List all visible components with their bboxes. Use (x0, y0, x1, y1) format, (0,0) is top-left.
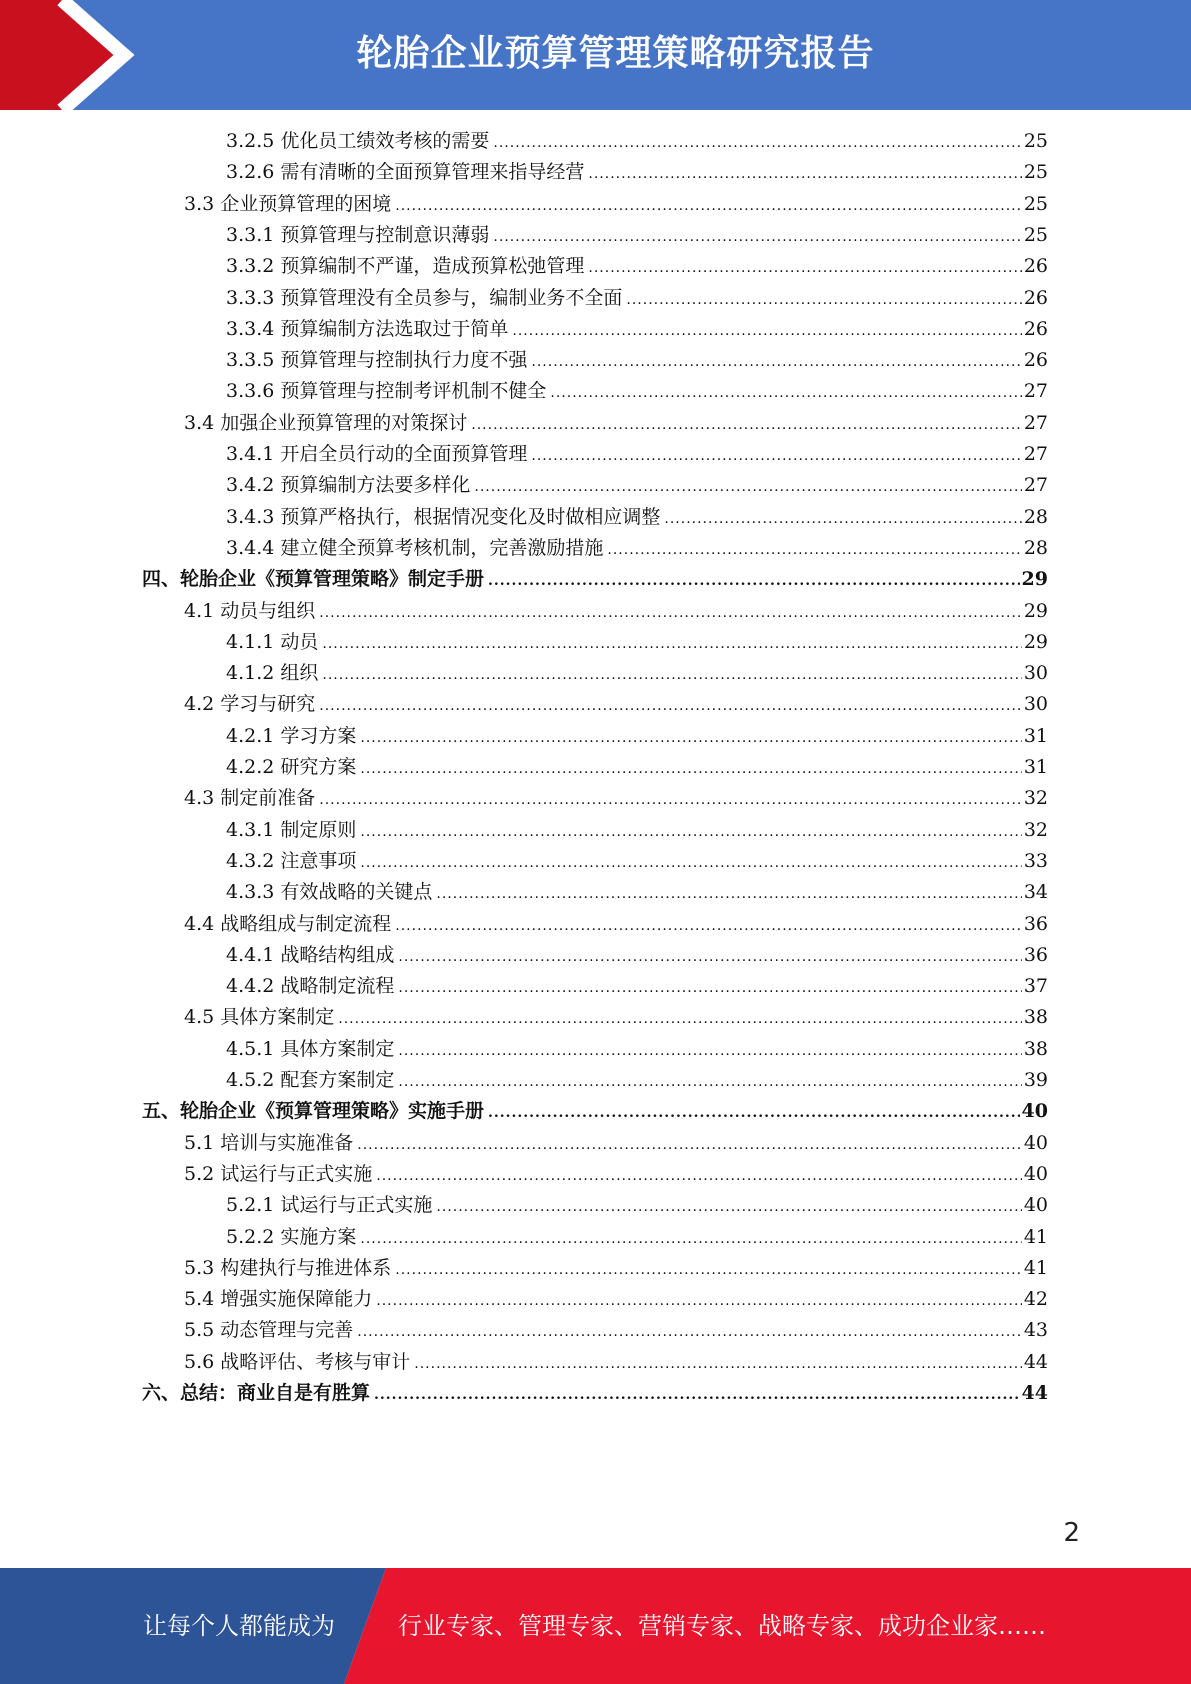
toc-entry[interactable] (226, 658, 1048, 689)
toc-dot-leader (488, 1105, 1020, 1121)
toc-entry-label: 3.4.3 预算严格执行，根据情况变化及时做相应调整 (226, 506, 661, 528)
toc-entry[interactable] (226, 251, 1048, 282)
toc-entry-label: 4.1 动员与组织 (184, 600, 316, 622)
toc-dot-leader (531, 448, 1021, 464)
toc-entry[interactable] (184, 689, 1048, 720)
toc-entry[interactable] (226, 126, 1048, 157)
toc-entry[interactable] (142, 1096, 1048, 1127)
page-header (0, 0, 1191, 110)
toc-entry[interactable] (142, 564, 1048, 595)
toc-entry-page: 36 (1023, 913, 1048, 935)
toc-entry-page: 44 (1021, 1382, 1048, 1404)
toc-entry-label: 五、轮胎企业《预算管理策略》实施手册 (142, 1100, 485, 1122)
toc-entry-page: 28 (1023, 537, 1048, 559)
toc-dot-leader (357, 1137, 1022, 1153)
toc-dot-leader (322, 667, 1021, 683)
toc-entry-label: 六、总结：商业自是有胜算 (142, 1382, 371, 1404)
toc-entry[interactable] (226, 721, 1048, 752)
toc-entry-page: 44 (1023, 1351, 1048, 1373)
toc-dot-leader (319, 698, 1022, 714)
toc-entry-label: 4.4 战略组成与制定流程 (184, 913, 392, 935)
toc-entry[interactable] (184, 1253, 1048, 1284)
toc-entry-label: 5.2 试运行与正式实施 (184, 1163, 373, 1185)
toc-entry-page: 25 (1023, 224, 1048, 246)
footer-slogan-left: 让每个人都能成为 (143, 1612, 335, 1640)
toc-dot-leader (338, 1011, 1022, 1027)
toc-dot-leader (531, 354, 1021, 370)
toc-entry-label: 3.4.4 建立健全预算考核机制，完善激励措施 (226, 537, 604, 559)
toc-entry-label: 4.1.2 组织 (226, 662, 319, 684)
toc-entry[interactable] (226, 533, 1048, 564)
toc-entry-page: 27 (1023, 443, 1048, 465)
toc-entry-page: 27 (1023, 474, 1048, 496)
toc-entry[interactable] (184, 1002, 1048, 1033)
toc-entry-label: 4.2.1 学习方案 (226, 725, 357, 747)
toc-entry[interactable] (184, 1347, 1048, 1378)
toc-entry-label: 4.3 制定前准备 (184, 787, 316, 809)
toc-entry-page: 29 (1023, 631, 1048, 653)
toc-entry-page: 26 (1023, 255, 1048, 277)
toc-entry-page: 40 (1021, 1100, 1048, 1122)
toc-dot-leader (398, 949, 1021, 965)
toc-entry[interactable] (184, 1284, 1048, 1315)
toc-entry-page: 27 (1023, 380, 1048, 402)
toc-entry[interactable] (184, 408, 1048, 439)
toc-entry[interactable] (226, 220, 1048, 251)
toc-entry-page: 29 (1021, 568, 1048, 590)
toc-dot-leader (588, 166, 1021, 182)
toc-entry[interactable] (226, 470, 1048, 501)
toc-dot-leader (398, 1043, 1021, 1059)
toc-entry[interactable] (226, 752, 1048, 783)
toc-entry[interactable] (226, 815, 1048, 846)
toc-entry[interactable] (226, 1065, 1048, 1096)
toc-entry[interactable] (184, 1159, 1048, 1190)
toc-entry-label: 4.2.2 研究方案 (226, 756, 357, 778)
toc-entry[interactable] (226, 283, 1048, 314)
toc-entry-label: 4.3.3 有效战略的关键点 (226, 881, 433, 903)
toc-entry[interactable] (226, 877, 1048, 908)
toc-entry[interactable] (226, 971, 1048, 1002)
toc-entry[interactable] (226, 1222, 1048, 1253)
toc-entry[interactable] (226, 439, 1048, 470)
toc-entry-label: 3.3.2 预算编制不严谨，造成预算松弛管理 (226, 255, 585, 277)
toc-entry-page: 43 (1023, 1319, 1048, 1341)
toc-entry-label: 3.2.6 需有清晰的全面预算管理来指导经营 (226, 161, 585, 183)
toc-dot-leader (374, 1387, 1020, 1403)
toc-entry-page: 25 (1023, 161, 1048, 183)
toc-entry-label: 3.2.5 优化员工绩效考核的需要 (226, 130, 490, 152)
toc-entry-label: 3.3.6 预算管理与控制考评机制不健全 (226, 380, 547, 402)
toc-entry-page: 25 (1023, 130, 1048, 152)
toc-entry-label: 4.3.1 制定原则 (226, 819, 357, 841)
toc-dot-leader (607, 542, 1021, 558)
toc-entry-page: 39 (1023, 1069, 1048, 1091)
toc-dot-leader (376, 1293, 1022, 1309)
toc-dot-leader (474, 479, 1021, 495)
toc-entry-page: 30 (1023, 693, 1048, 715)
toc-entry-label: 3.3.4 预算编制方法选取过于简单 (226, 318, 509, 340)
toc-entry-page: 38 (1023, 1006, 1048, 1028)
toc-dot-leader (414, 1356, 1022, 1372)
toc-entry-page: 34 (1023, 881, 1048, 903)
toc-dot-leader (360, 824, 1021, 840)
footer-slogan-right: 行业专家、管理专家、营销专家、战略专家、成功企业家…… (398, 1612, 1046, 1640)
toc-dot-leader (319, 792, 1022, 808)
toc-entry-label: 3.4 加强企业预算管理的对策探讨 (184, 412, 468, 434)
toc-entry-page: 31 (1023, 756, 1048, 778)
toc-entry-page: 30 (1023, 662, 1048, 684)
toc-dot-leader (319, 605, 1022, 621)
toc-entry-label: 3.4.2 预算编制方法要多样化 (226, 474, 471, 496)
toc-dot-leader (360, 761, 1021, 777)
toc-entry[interactable] (184, 783, 1048, 814)
toc-dot-leader (436, 1199, 1021, 1215)
report-title: 轮胎企业预算管理策略研究报告 (356, 33, 875, 74)
toc-entry[interactable] (184, 909, 1048, 940)
toc-entry-label: 3.3.3 预算管理没有全员参与，编制业务不全面 (226, 287, 623, 309)
toc-entry-page: 27 (1023, 412, 1048, 434)
toc-entry-page: 26 (1023, 349, 1048, 371)
toc-dot-leader (357, 1324, 1022, 1340)
toc-entry-label: 3.3.5 预算管理与控制执行力度不强 (226, 349, 528, 371)
toc-entry[interactable] (226, 502, 1048, 533)
toc-entry[interactable] (226, 846, 1048, 877)
toc-entry[interactable] (226, 376, 1048, 407)
toc-dot-leader (550, 385, 1021, 401)
toc-dot-leader (360, 730, 1021, 746)
toc-entry-page: 28 (1023, 506, 1048, 528)
toc-entry-page: 40 (1023, 1163, 1048, 1185)
toc-entry[interactable] (226, 1190, 1048, 1221)
toc-entry-page: 29 (1023, 600, 1048, 622)
toc-entry-page: 38 (1023, 1038, 1048, 1060)
toc-entry-page: 26 (1023, 287, 1048, 309)
toc-entry-page: 31 (1023, 725, 1048, 747)
toc-dot-leader (626, 292, 1021, 308)
toc-dot-leader (436, 886, 1021, 902)
toc-entry-label: 3.4.1 开启全员行动的全面预算管理 (226, 443, 528, 465)
toc-entry[interactable] (184, 1128, 1048, 1159)
toc-entry-page: 26 (1023, 318, 1048, 340)
toc-entry-page: 42 (1023, 1288, 1048, 1310)
toc-entry-page: 37 (1023, 975, 1048, 997)
toc-dot-leader (398, 980, 1021, 996)
toc-dot-leader (664, 511, 1021, 527)
toc-dot-leader (588, 260, 1021, 276)
toc-entry[interactable] (226, 940, 1048, 971)
toc-entry-label: 5.4 增强实施保障能力 (184, 1288, 373, 1310)
toc-entry-label: 5.5 动态管理与完善 (184, 1319, 354, 1341)
toc-entry[interactable] (184, 1315, 1048, 1346)
toc-entry-label: 5.2.1 试运行与正式实施 (226, 1194, 433, 1216)
toc-dot-leader (322, 636, 1021, 652)
toc-dot-leader (376, 1168, 1022, 1184)
toc-entry[interactable] (226, 314, 1048, 345)
toc-entry[interactable] (226, 345, 1048, 376)
toc-entry-label: 4.4.2 战略制定流程 (226, 975, 395, 997)
toc-entry-label: 5.2.2 实施方案 (226, 1226, 357, 1248)
toc-entry-label: 4.5.2 配套方案制定 (226, 1069, 395, 1091)
toc-dot-leader (471, 417, 1022, 433)
toc-dot-leader (395, 1262, 1022, 1278)
toc-entry-label: 5.3 构建执行与推进体系 (184, 1257, 392, 1279)
toc-entry-label: 4.2 学习与研究 (184, 693, 316, 715)
toc-entry-label: 3.3 企业预算管理的困境 (184, 193, 392, 215)
toc-entry-label: 5.6 战略评估、考核与审计 (184, 1351, 411, 1373)
toc-entry-page: 40 (1023, 1194, 1048, 1216)
toc-entry-label: 4.5.1 具体方案制定 (226, 1038, 395, 1060)
toc-entry[interactable] (226, 627, 1048, 658)
toc-dot-leader (493, 229, 1021, 245)
toc-entry-label: 3.3.1 预算管理与控制意识薄弱 (226, 224, 490, 246)
toc-dot-leader (360, 1231, 1021, 1247)
toc-dot-leader (395, 198, 1022, 214)
toc-entry[interactable] (226, 1034, 1048, 1065)
toc-entry-page: 41 (1023, 1257, 1048, 1279)
toc-entry[interactable] (184, 596, 1048, 627)
toc-entry-page: 32 (1023, 819, 1048, 841)
toc-entry-label: 4.5 具体方案制定 (184, 1006, 335, 1028)
toc-entry-label: 4.3.2 注意事项 (226, 850, 357, 872)
toc-entry-page: 36 (1023, 944, 1048, 966)
toc-dot-leader (395, 918, 1022, 934)
toc-dot-leader (488, 573, 1020, 589)
toc-entry-label: 5.1 培训与实施准备 (184, 1132, 354, 1154)
toc-entry[interactable] (226, 157, 1048, 188)
toc-entry-label: 4.4.1 战略结构组成 (226, 944, 395, 966)
toc-entry[interactable] (184, 189, 1048, 220)
toc-entry-page: 33 (1023, 850, 1048, 872)
toc-dot-leader (512, 323, 1021, 339)
toc-entry-page: 25 (1023, 193, 1048, 215)
toc-dot-leader (360, 855, 1021, 871)
page-number: 2 (1063, 1518, 1080, 1548)
toc-entry[interactable] (142, 1378, 1048, 1409)
toc-entry-page: 40 (1023, 1132, 1048, 1154)
toc-entry-page: 32 (1023, 787, 1048, 809)
toc-entry-label: 4.1.1 动员 (226, 631, 319, 653)
toc-dot-leader (493, 135, 1021, 151)
page-footer (0, 1568, 1191, 1684)
toc-entry-page: 41 (1023, 1226, 1048, 1248)
toc-dot-leader (398, 1074, 1021, 1090)
toc-entry-label: 四、轮胎企业《预算管理策略》制定手册 (142, 568, 485, 590)
